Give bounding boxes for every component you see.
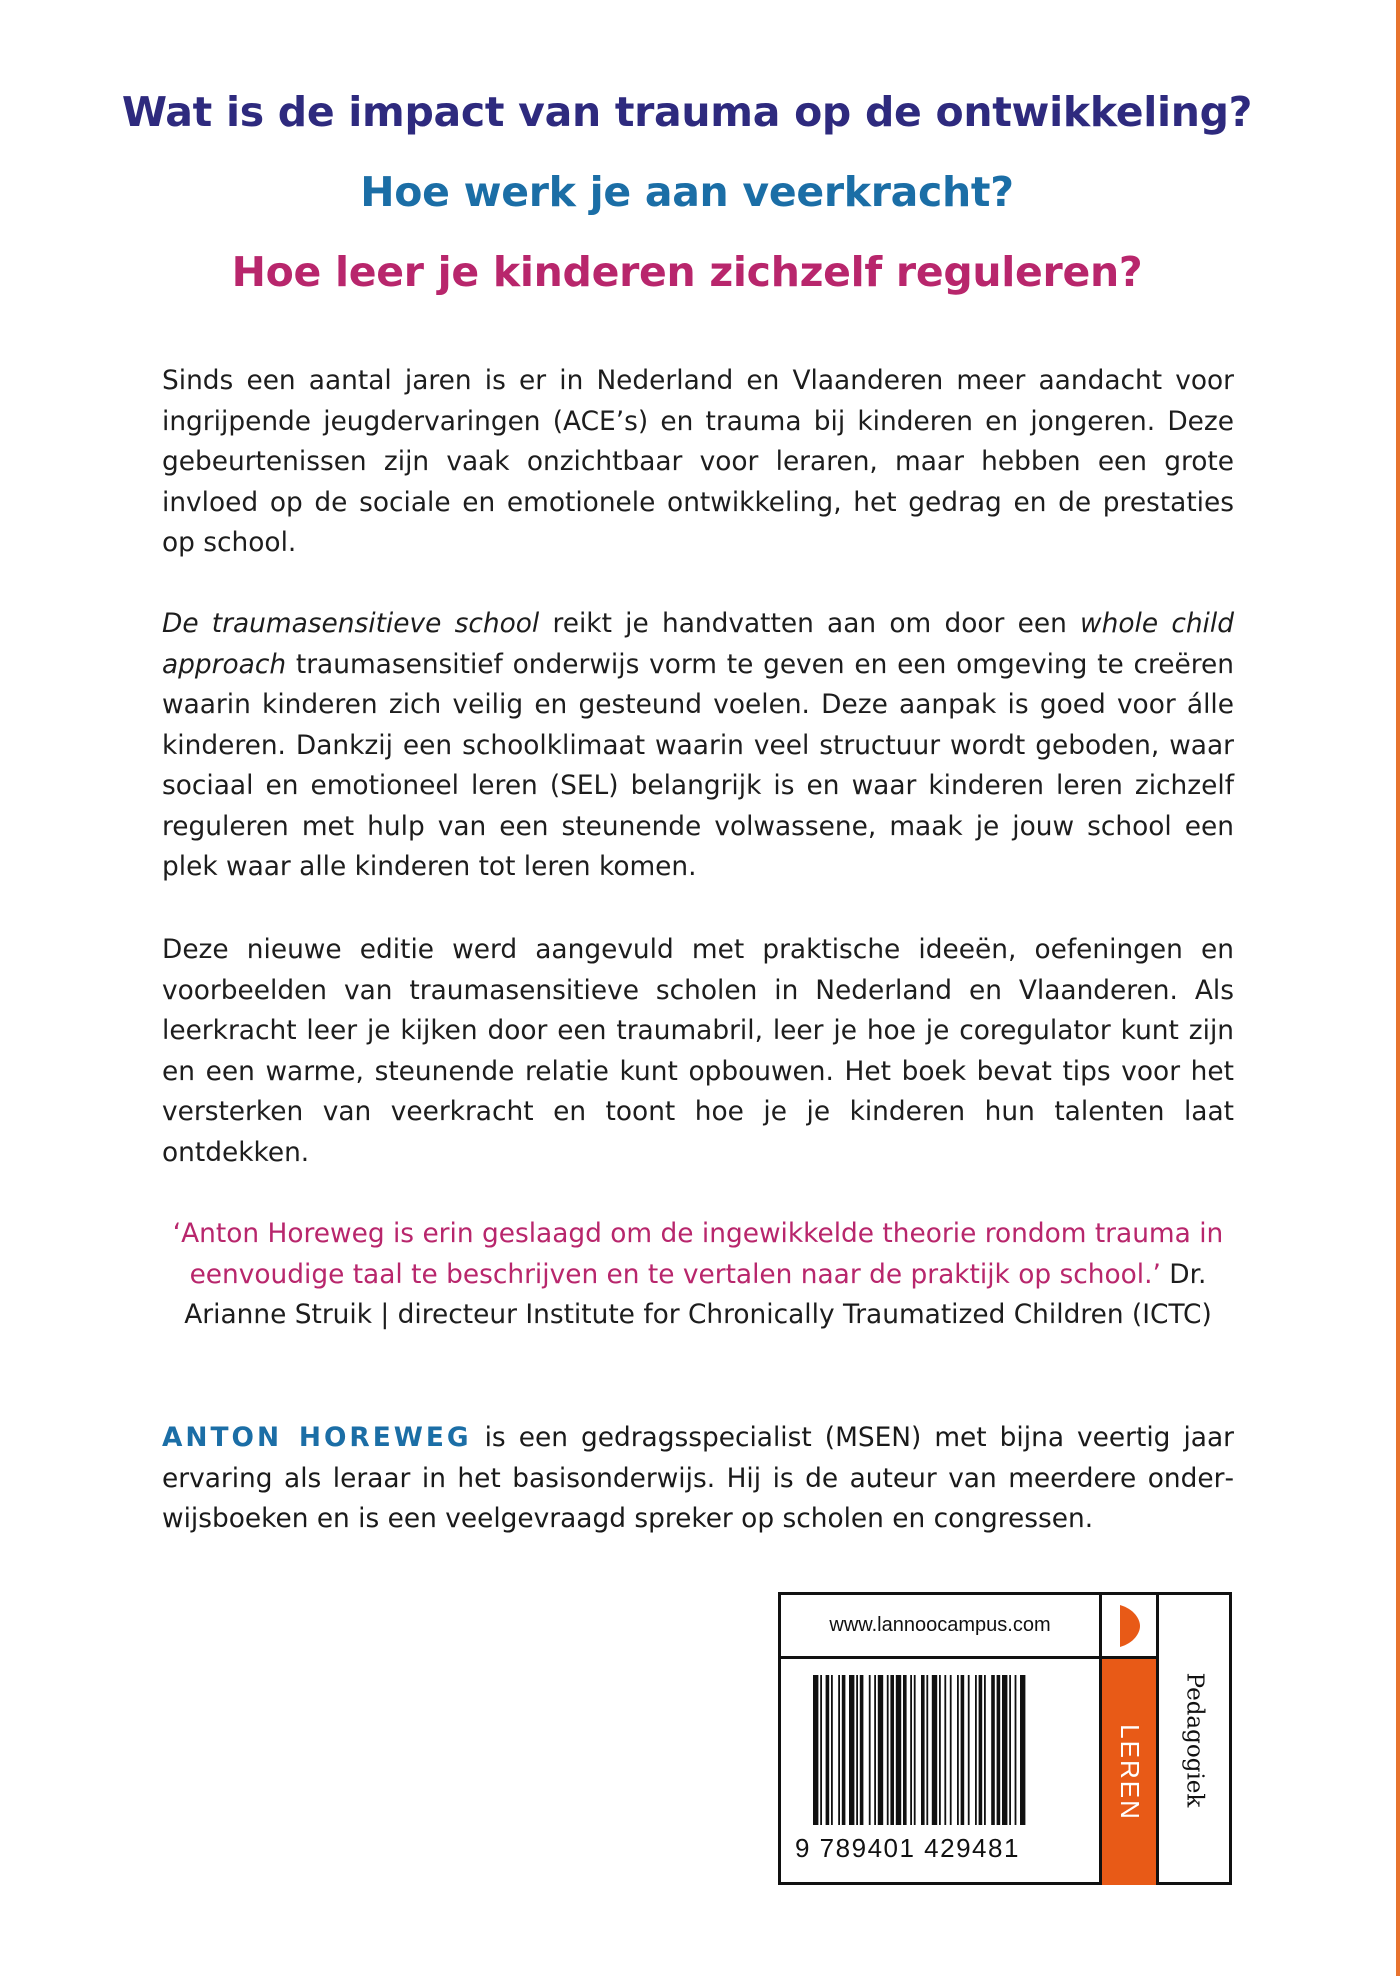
intro-paragraph: Sinds een aantal jaren is er in Nederland en Vlaanderen meer aandacht voor ingrijpende jeugdervaringen (ACE’s) en trauma bij kinderen en jongeren. Deze gebeurtenissen zijn vaak onzichtbaar voor leraren, maar hebben een grote invloed op de sociale en emotionele ontwikkeling, het gedrag en de prestaties op school. xyxy=(162,365,1234,558)
barcode-bar xyxy=(842,1675,846,1825)
author-bio xyxy=(162,1418,1234,1540)
barcode-bar xyxy=(1009,1675,1011,1825)
barcode-bar xyxy=(914,1675,916,1825)
barcode-bar xyxy=(984,1675,986,1825)
barcode-bar xyxy=(838,1675,840,1825)
barcode-bar xyxy=(975,1675,977,1825)
barcode-bar xyxy=(826,1675,830,1825)
genre-label: Pedagogiek xyxy=(1181,1672,1207,1808)
barcode-panel xyxy=(778,1592,1232,1885)
isbn-barcode-icon xyxy=(813,1675,1075,1835)
headline-block xyxy=(0,72,1374,312)
approach-text-1: reikt je handvatten aan om door een xyxy=(539,608,1081,639)
barcode-bar xyxy=(874,1675,876,1825)
publisher-url: www.lannoocampus.com xyxy=(829,1614,1051,1636)
barcode-bar xyxy=(1020,1675,1025,1825)
barcode-bar xyxy=(957,1675,959,1825)
author-bio-text: is een gedragsspecialist (MSEN) met bijna veertig jaar ervaring als leraar in het basisonderwijs. Hij is de auteur van meerdere onderwijsboeken en is een veelgevraagd spreker op scholen en congressen. xyxy=(162,1422,1234,1534)
author-name: ANTON HOREWEG xyxy=(162,1422,472,1453)
headline-question-1: Wat is de impact van trauma op de ontwikkeling? xyxy=(121,88,1253,136)
barcode-bar xyxy=(820,1675,822,1825)
barcode-bar xyxy=(813,1675,818,1825)
quote-text: ‘Anton Horeweg is erin geslaagd om de ingewikkelde theorie rondom trauma in eenvoudige taal te beschrijven en te vertalen naar de praktijk op school.’ xyxy=(172,1218,1224,1290)
barcode-bar xyxy=(831,1675,833,1825)
barcode-bar xyxy=(860,1675,864,1825)
headline-question-2: Hoe werk je aan veerkracht? xyxy=(360,168,1014,216)
barcode-bar xyxy=(950,1675,952,1825)
barcode-bar xyxy=(878,1675,883,1825)
barcode-bar xyxy=(932,1675,937,1825)
barcode-bar xyxy=(887,1675,889,1825)
barcode-bar xyxy=(979,1675,983,1825)
barcode-bar xyxy=(1015,1675,1017,1825)
barcode-bar xyxy=(849,1675,854,1825)
approach-text-2: traumasensitief onderwijs vorm te geven en een omgeving te creëren waarin kinderen zich veilig en gesteund voelen. Deze aanpak is goed voor álle kinderen. Dankzij een schoolklimaat waarin veel structuur wordt geboden, waar sociaal en emotioneel leren (SEL) belangrijk is en waar kinderen leren zichzelf reguleren met hulp van een steunende volwassene, maak je jouw school een plek waar alle kinderen tot leren komen. xyxy=(162,648,1234,882)
edition-paragraph: Deze nieuwe editie werd aangevuld met praktische ideeën, oefeningen en voorbeelden van traumasensitieve scholen in Nederland en Vlaanderen. Als leerkracht leer je kijken door een traumabril, leer je hoe je coregulator kunt zijn en een warme, steunende relatie kunt opbouwen. Het boek bevat tips voor het versterken van veerkracht en toont hoe je je kinderen hun talenten laat ontdekken. xyxy=(162,934,1234,1168)
publisher-url-cell xyxy=(781,1595,1099,1659)
barcode-bar xyxy=(896,1675,901,1825)
barcode-bar xyxy=(961,1675,965,1825)
barcode-area xyxy=(795,1675,1089,1875)
quote-attribution: Dr. Arianne Struik | directeur Institute for Chronically Traumatized Children (ICTC) xyxy=(184,1258,1212,1330)
approach-paragraph xyxy=(162,604,1234,888)
barcode-bar xyxy=(856,1675,858,1825)
publisher-logo-icon xyxy=(1118,1605,1140,1647)
barcode-bar xyxy=(926,1675,928,1825)
barcode-bar xyxy=(997,1675,1001,1825)
headline-question-3: Hoe leer je kinderen zichzelf reguleren? xyxy=(231,248,1143,296)
genre-label-cell xyxy=(1156,1595,1229,1885)
series-label: LEREN xyxy=(1114,1723,1145,1821)
barcode-bar xyxy=(944,1675,946,1825)
barcode-bar xyxy=(991,1675,995,1825)
barcode-bar xyxy=(903,1675,907,1825)
book-title-italic: De traumasensitieve school xyxy=(162,608,540,639)
barcode-bar xyxy=(869,1675,871,1825)
barcode-bar xyxy=(968,1675,970,1825)
barcode-bar xyxy=(939,1675,941,1825)
endorsement-quote xyxy=(162,1214,1234,1336)
cover-edge-stripe xyxy=(1396,0,1400,1976)
barcode-bar xyxy=(910,1675,912,1825)
isbn-number: 9 789401 429481 xyxy=(795,1833,1020,1863)
barcode-bar xyxy=(921,1675,925,1825)
barcode-bar xyxy=(890,1675,894,1825)
series-label-cell xyxy=(1099,1659,1156,1885)
barcode-bar xyxy=(1002,1675,1007,1825)
whole-child-italic: whole child approach xyxy=(162,608,1234,680)
publisher-logo-cell xyxy=(1099,1595,1156,1659)
